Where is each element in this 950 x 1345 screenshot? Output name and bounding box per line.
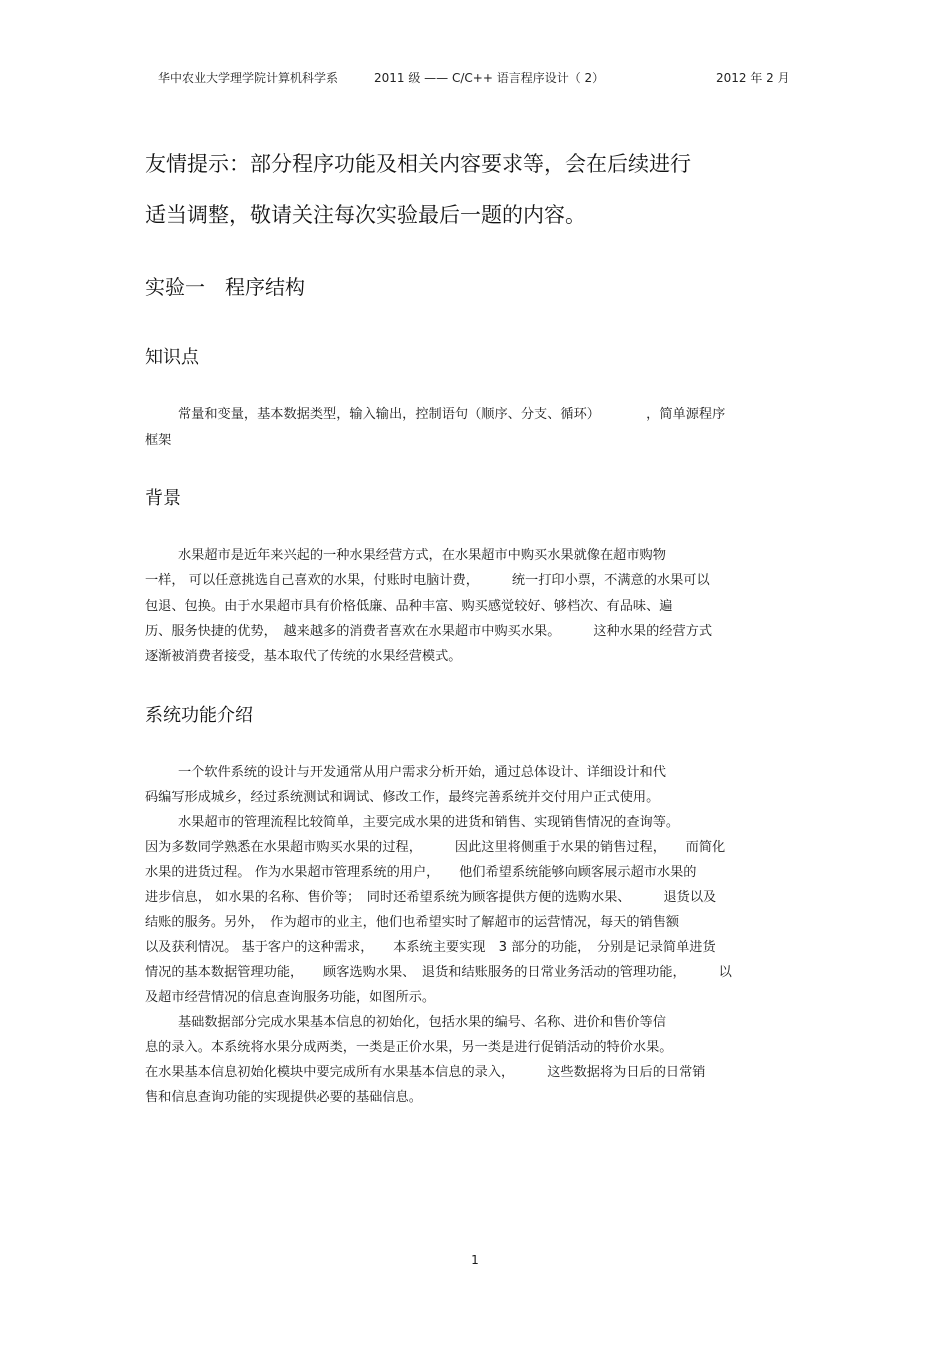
header-course: 2011 级 —— C/C++ 语言程序设计（ 2）	[374, 71, 605, 85]
background-line: 水果超市是近年来兴起的一种水果经营方式，在水果超市中购买水果就像在超市购物	[178, 548, 666, 563]
header-department: 华中农业大学理学院计算机科学系	[158, 71, 339, 85]
system-line: 结账的服务。另外， 作为超市的业主，他们也希望实时了解超市的运营情况，每天的销售额	[145, 915, 680, 930]
knowledge-heading: 知识点	[145, 347, 199, 368]
experiment-title: 实验一 程序结构	[145, 275, 305, 299]
system-line: 息的录入。本系统将水果分成两类，一类是正价水果，另一类是进行促销活动的特价水果。	[145, 1040, 673, 1055]
system-heading: 系统功能介绍	[145, 705, 253, 726]
system-line: 情况的基本数据管理功能， 顾客选购水果、 退货和结账服务的日常业务活动的管理功能， 以	[145, 965, 732, 980]
background-line: 包退、包换。由于水果超市具有价格低廉、品种丰富、购买感觉较好、够档次、有品味、遍	[145, 599, 673, 614]
page-number: 1	[471, 1253, 479, 1267]
system-line: 在水果基本信息初始化模块中要完成所有水果基本信息的录入， 这些数据将为日后的日常销	[145, 1065, 706, 1080]
knowledge-line: 框架	[145, 433, 172, 448]
system-line: 因为多数同学熟悉在水果超市购买水果的过程， 因此这里将侧重于水果的销售过程， 而简化	[145, 840, 726, 855]
tip-line-2: 适当调整，敬请关注每次实验最后一题的内容。	[145, 203, 586, 227]
header-date: 2012 年 2 月	[716, 71, 790, 85]
system-line: 进步信息， 如水果的名称、售价等； 同时还希望系统为顾客提供方便的选购水果、 退货以及	[145, 890, 717, 905]
system-line: 及超市经营情况的信息查询服务功能，如图所示。	[145, 990, 436, 1005]
background-line: 逐渐被消费者接受，基本取代了传统的水果经营模式。	[145, 649, 462, 664]
system-line: 售和信息查询功能的实现提供必要的基础信息。	[145, 1090, 422, 1105]
system-line: 基础数据部分完成水果基本信息的初始化，包括水果的编号、名称、进价和售价等信	[178, 1015, 666, 1030]
background-line: 历、服务快捷的优势， 越来越多的消费者喜欢在水果超市中购买水果。 这种水果的经营方式	[145, 624, 713, 639]
system-line: 以及获利情况。 基于客户的这种需求， 本系统主要实现 3 部分的功能， 分别是记录简单进货	[145, 940, 716, 955]
background-line: 一样， 可以任意挑选自己喜欢的水果，付账时电脑计费， 统一打印小票，不满意的水果可以	[145, 573, 710, 588]
system-line: 水果超市的管理流程比较简单，主要完成水果的进货和销售、实现销售情况的查询等。	[178, 815, 680, 830]
background-heading: 背景	[145, 488, 181, 509]
tip-line-1: 友情提示：部分程序功能及相关内容要求等，会在后续进行	[145, 152, 691, 176]
system-line: 水果的进货过程。 作为水果超市管理系统的用户， 他们希望系统能够向顾客展示超市水果的	[145, 865, 697, 880]
knowledge-line: 常量和变量，基本数据类型，输入输出，控制语句（顺序、分支、循环） ，简单源程序	[178, 407, 726, 422]
system-line: 一个软件系统的设计与开发通常从用户需求分析开始，通过总体设计、详细设计和代	[178, 765, 666, 780]
system-line: 码编写形成城乡，经过系统测试和调试、修改工作，最终完善系统并交付用户正式使用。	[145, 790, 660, 805]
